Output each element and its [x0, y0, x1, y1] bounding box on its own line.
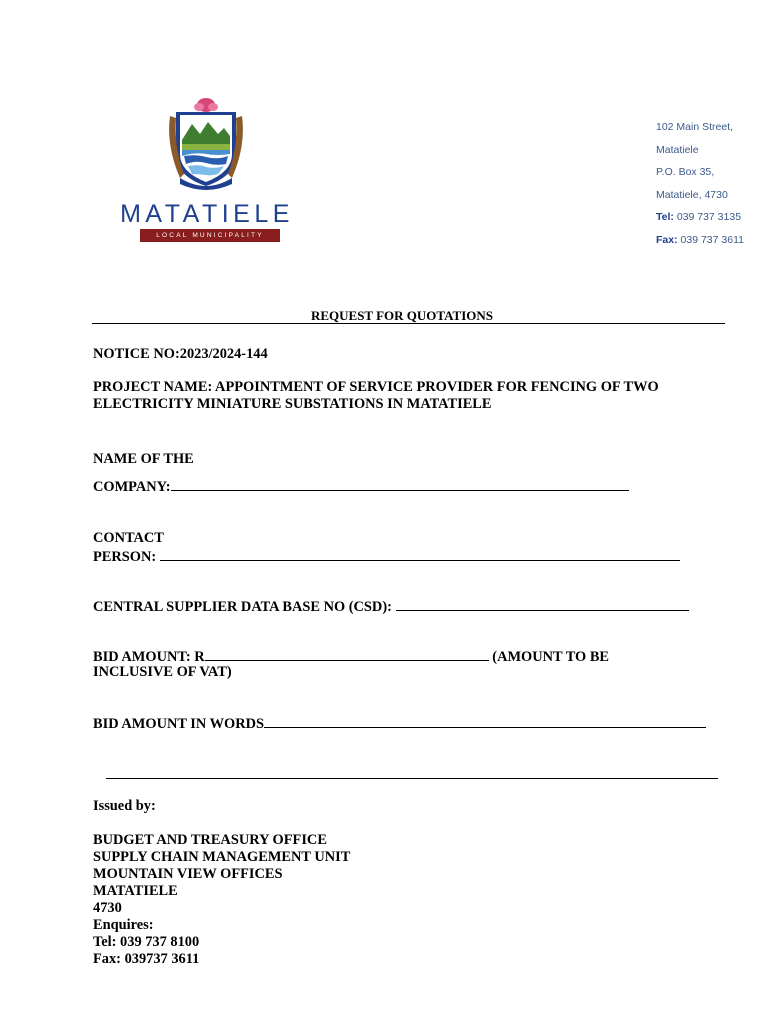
contact-label: PERSON: — [93, 549, 157, 565]
project-name-line2: ELECTRICITY MINIATURE SUBSTATIONS IN MATATIELE — [93, 396, 492, 412]
bid-words-field — [93, 714, 706, 733]
logo-wordmark: MATATIELE — [120, 200, 294, 228]
title-rule — [92, 323, 725, 324]
company-field — [93, 477, 629, 496]
contact-input-line[interactable] — [160, 547, 680, 561]
issuer-line: MATATIELE — [93, 883, 178, 899]
csd-input-line[interactable] — [396, 597, 689, 611]
tel-label: Tel: — [656, 211, 674, 223]
bid-amount-label: BID AMOUNT: R — [93, 649, 205, 665]
municipality-logo — [104, 96, 314, 246]
bid-words-second-line[interactable] — [106, 778, 718, 779]
address-po-box: P.O. Box 35, — [656, 166, 715, 178]
address-fax — [656, 233, 766, 256]
company-input-line[interactable] — [171, 477, 629, 491]
bid-amount-input-line[interactable] — [205, 647, 489, 661]
issuer-line: 4730 — [93, 900, 122, 916]
address-tel — [656, 210, 766, 233]
bid-words-input-line[interactable] — [264, 714, 706, 728]
issuer-line: SUPPLY CHAIN MANAGEMENT UNIT — [93, 849, 351, 865]
address-town-code: Matatiele, 4730 — [656, 188, 728, 201]
issuer-line: Fax: 039737 3611 — [93, 951, 200, 967]
issuer-block — [93, 832, 350, 968]
bid-amount-note: (AMOUNT TO BE — [492, 649, 610, 665]
issuer-line: BUDGET AND TREASURY OFFICE — [93, 832, 327, 848]
company-label-line1: NAME OF THE — [93, 451, 194, 467]
csd-label: CENTRAL SUPPLIER DATA BASE NO (CSD): — [93, 599, 392, 615]
fax-label: Fax: — [656, 233, 678, 246]
contact-field — [93, 547, 680, 566]
bid-words-label: BID AMOUNT IN WORDS — [93, 716, 264, 732]
issued-by-label: Issued by: — [93, 798, 156, 814]
bid-amount-note-line2: INCLUSIVE OF VAT) — [93, 664, 232, 680]
crest-emblem-icon — [166, 96, 246, 194]
document-title: REQUEST FOR QUOTATIONS — [310, 308, 494, 323]
project-name-line1: PROJECT NAME: APPOINTMENT OF SERVICE PROVIDER FOR FENCING OF TWO — [93, 379, 659, 395]
issuer-line: Enquires: — [93, 917, 154, 933]
fax-value: 039 737 3611 — [680, 233, 744, 246]
issuer-line: Tel: 039 737 8100 — [93, 934, 200, 950]
tel-value: 039 737 3135 — [676, 211, 742, 223]
logo-subtitle: LOCAL MUNICIPALITY — [140, 229, 280, 242]
address-street: 102 Main Street, — [656, 121, 734, 133]
csd-field — [93, 597, 689, 616]
issuer-line: MOUNTAIN VIEW OFFICES — [93, 866, 283, 882]
address-block — [656, 120, 766, 255]
notice-number: NOTICE NO:2023/2024-144 — [93, 346, 268, 362]
contact-label-line1: CONTACT — [93, 530, 164, 546]
address-town: Matatiele — [656, 143, 699, 156]
company-label: COMPANY: — [93, 479, 171, 495]
